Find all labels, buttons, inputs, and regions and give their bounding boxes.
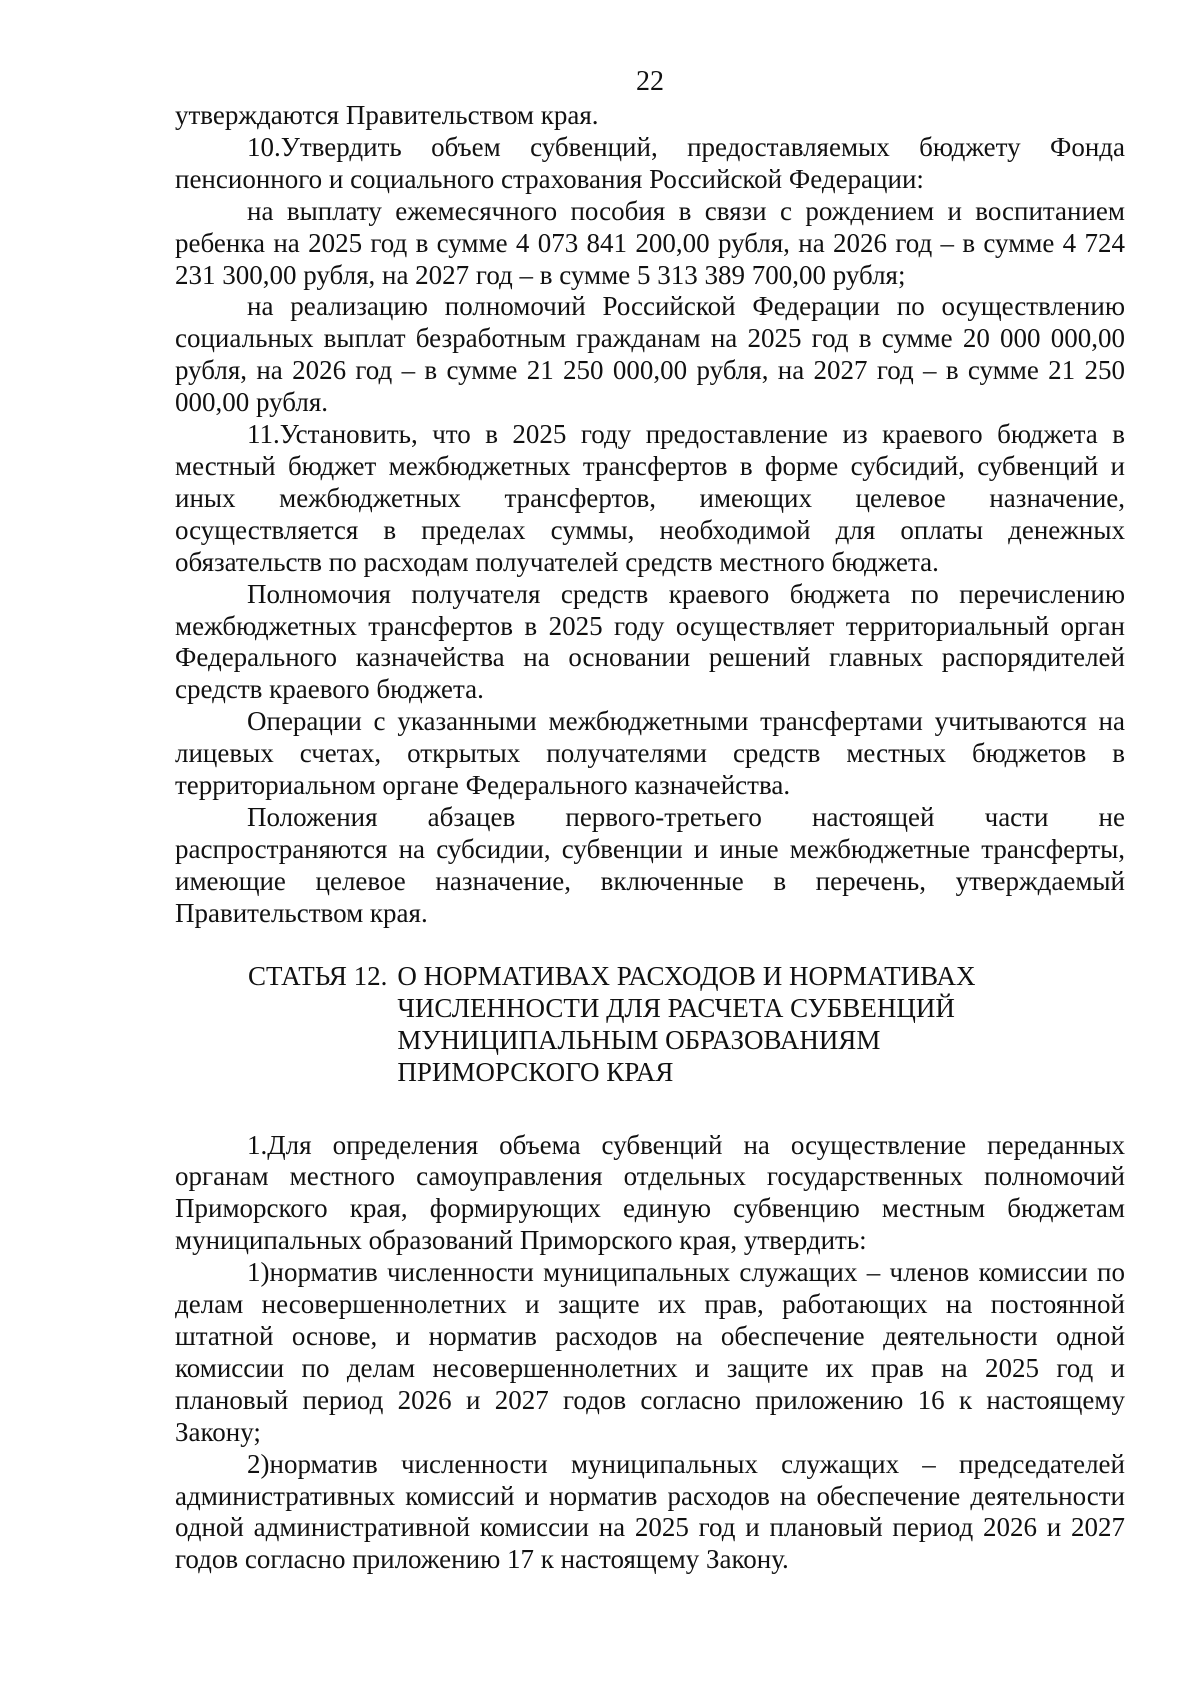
paragraph: 1.Для определения объема субвенций на осуществление переданных органам местного самоуправления отдельных государственных полномочий Приморского края, формирующих единую субвенцию местным бюджетам муниципальных образований Приморского края, утвердить: — [175, 1129, 1125, 1256]
paragraph: Полномочия получателя средств краевого бюджета по перечислению межбюджетных трансфертов в 2025 году осуществляет территориальный орган Федерального казначейства на основании решений главных распорядителей средств краевого бюджета. — [175, 578, 1125, 705]
paragraph: Положения абзацев первого-третьего настоящей части не распространяются на субсидии, субвенции и иные межбюджетные трансферты, имеющие целевое назначение, включенные в перечень, утверждаемый Правительством края. — [175, 801, 1125, 928]
paragraph: утверждаются Правительством края. — [175, 100, 599, 130]
paragraph: на реализацию полномочий Российской Федерации по осуществлению социальных выплат безработным гражданам на 2025 год в сумме 20 000 000,00 рубля, на 2026 год – в сумме 21 250 000,00 рубля, на 2027 год – в сумме 21 250 000,00 рубля. — [175, 291, 1125, 418]
paragraph: 2)норматив численности муниципальных служащих – председателей административных комиссий и норматив расходов на обеспечение деятельности одной административной комиссии на 2025 год и плановый период 2026 и 2027 годов согласно приложению 17 к настоящему Закону. — [175, 1448, 1125, 1575]
article-title: О НОРМАТИВАХ РАСХОДОВ И НОРМАТИВАХ ЧИСЛЕННОСТИ ДЛЯ РАСЧЕТА СУБВЕНЦИЙ МУНИЦИПАЛЬНЫМ ОБРАЗОВАНИЯМ ПРИМОРСКОГО КРАЯ — [397, 960, 976, 1087]
paragraph: 1)норматив численности муниципальных служащих – членов комиссии по делам несовершеннолетних и защите их прав, работающих на постоянной штатной основе, и норматив расходов на обеспечение деятельности одной комиссии по делам несовершеннолетних и защите их прав на 2025 год и плановый период 2026 и 2027 годов согласно приложению 16 к настоящему Закону; — [175, 1257, 1125, 1447]
paragraph: 10.Утвердить объем субвенций, предоставляемых бюджету Фонда пенсионного и социального страхования Российской Федерации: — [175, 131, 1125, 194]
document-page — [175, 66, 1125, 1576]
paragraph: Операции с указанными межбюджетными трансфертами учитываются на лицевых счетах, открытых получателями средств местных бюджетов в территориальном органе Федерального казначейства. — [175, 706, 1125, 801]
article-heading — [175, 960, 1125, 1088]
paragraph: 11.Установить, что в 2025 году предоставление из краевого бюджета в местный бюджет межбюджетных трансфертов в форме субсидий, субвенций и иных межбюджетных трансфертов, имеющих целевое назначение, осуществляется в пределах суммы, необходимой для оплаты денежных обязательств по расходам получателей средств местного бюджета. — [175, 419, 1125, 577]
article-label: СТАТЬЯ 12. — [248, 960, 388, 991]
paragraph: на выплату ежемесячного пособия в связи с рождением и воспитанием ребенка на 2025 год в сумме 4 073 841 200,00 рубля, на 2026 год – в сумме 4 724 231 300,00 рубля, на 2027 год – в сумме 5 313 389 700,00 рубля; — [175, 195, 1125, 290]
page-number: 22 — [636, 66, 664, 97]
text-block-after — [175, 1130, 1125, 1577]
text-block-before — [175, 100, 1125, 930]
